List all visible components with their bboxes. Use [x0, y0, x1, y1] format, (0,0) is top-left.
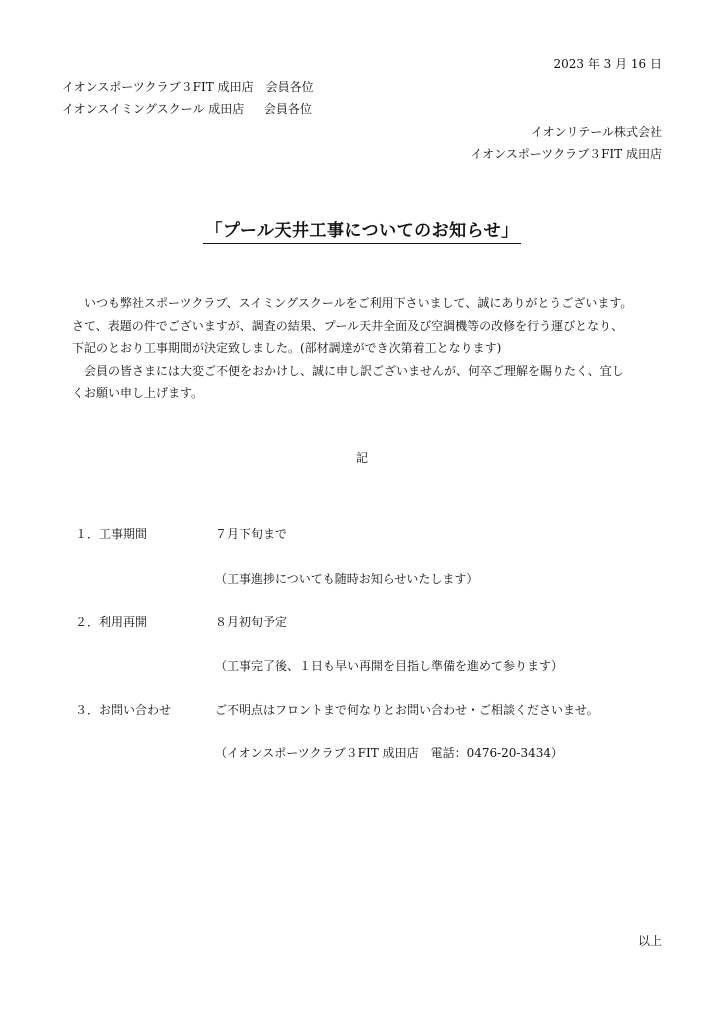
closing-mark: 以上 — [637, 934, 662, 948]
body-line: いつも弊社スポーツクラブ、スイミングスクールをご利用下さいまして、誠にありがとうございます。 — [72, 296, 633, 310]
sender-company: イオンリテール株式会社 — [530, 125, 662, 139]
document-title-wrap — [0, 216, 724, 244]
document-date: 2023 年 3 月 16 日 — [553, 57, 662, 71]
item-label: ３．お問い合わせ — [75, 703, 172, 717]
item-label: ２．利用再開 — [75, 615, 148, 629]
item-label: １．工事期間 — [75, 527, 148, 541]
item-value: ７月下旬まで — [215, 527, 288, 541]
item-value: ８月初旬予定 — [215, 615, 288, 629]
recipient-line-1: イオンスポーツクラブ３FIT 成田店 会員各位 — [62, 80, 314, 94]
sender-store: イオンスポーツクラブ３FIT 成田店 — [470, 147, 662, 161]
body-line: くお願い申し上げます。 — [72, 386, 204, 400]
body-line: 下記のとおり工事期間が決定致しました。(部材調達ができ次第着工となります) — [72, 341, 502, 355]
body-line: 会員の皆さまには大変ご不便をおかけし、誠に申し訳ございませんが、何卒ご理解を賜りたく、宜し — [72, 363, 624, 378]
item-note: （工事進捗についても随時お知らせいたします） — [215, 572, 479, 586]
item-reopening — [75, 613, 675, 631]
item-note: （イオンスポーツクラブ３FIT 成田店 電話：0476-20-3434） — [215, 746, 564, 760]
ki-heading: 記 — [355, 451, 368, 465]
item-note: （工事完了後、１日も早い再開を目指し準備を進めて参ります） — [215, 659, 564, 673]
recipient-line-2: イオンスイミングスクール 成田店 会員各位 — [62, 102, 312, 116]
document-title: 「プール天井工事についてのお知らせ」 — [203, 216, 520, 244]
body-line: さて、表題の件でございますが、調査の結果、プール天井全面及び空調機等の改修を行う運びとなり、 — [72, 318, 624, 333]
item-value: ご不明点はフロントまで何なりとお問い合わせ・ご相談くださいませ。 — [215, 703, 599, 717]
body-text — [72, 292, 666, 405]
item-inquiries — [75, 701, 675, 719]
item-construction-period — [75, 525, 675, 543]
